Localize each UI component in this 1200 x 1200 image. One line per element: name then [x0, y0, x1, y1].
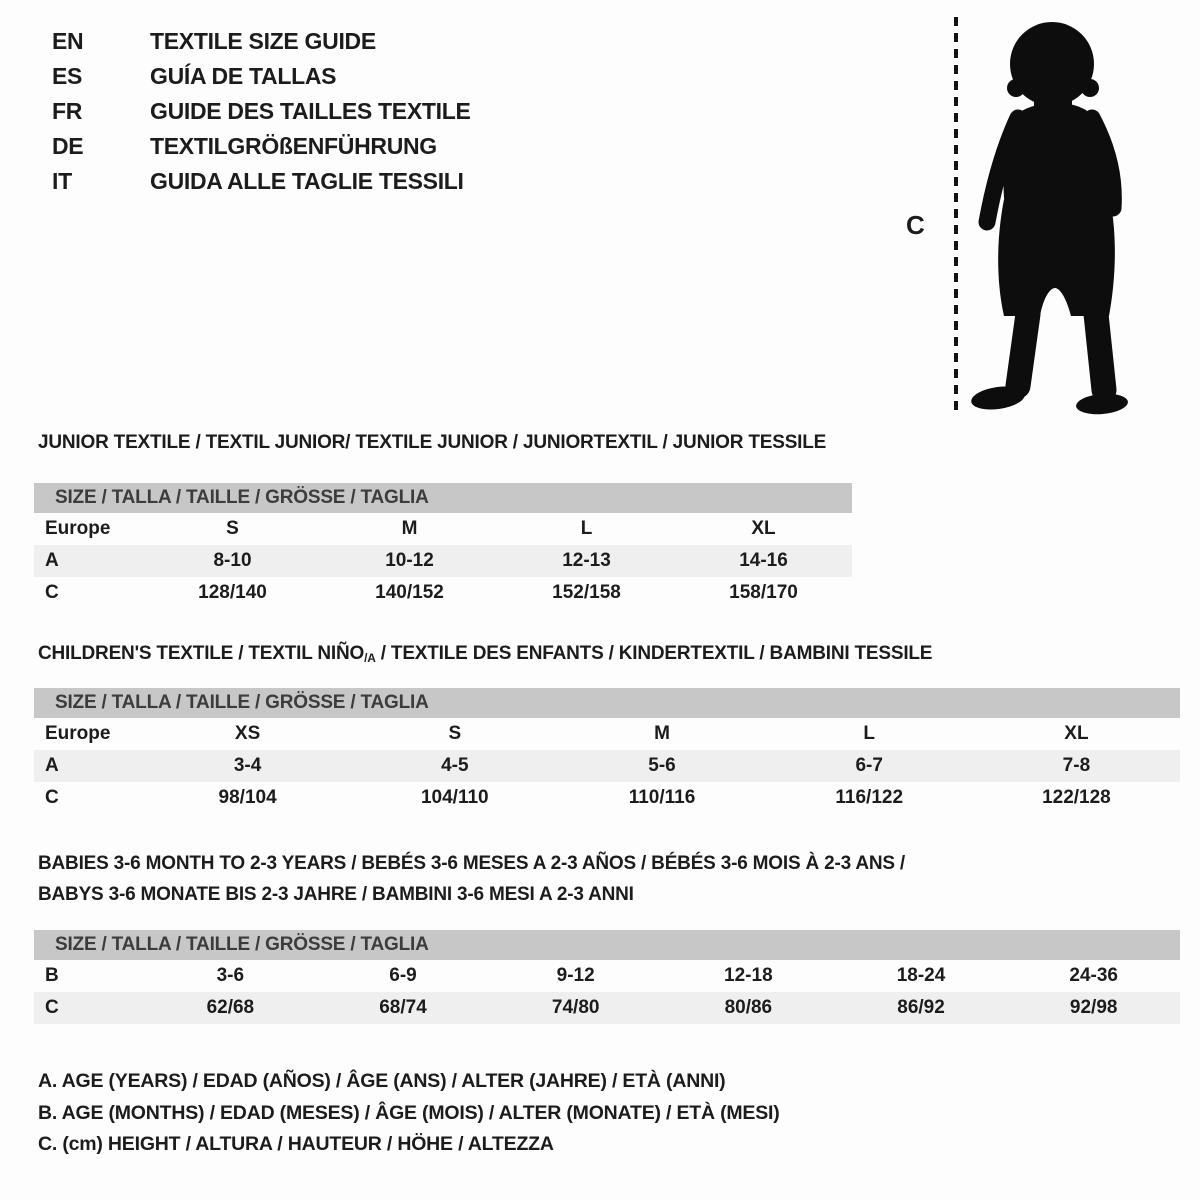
table-cell: 5-6 [648, 755, 676, 776]
table-cell: 12-13 [562, 550, 611, 571]
guide-title: TEXTILGRÖßENFÜHRUNG [150, 133, 437, 159]
legend-line-a: A. AGE (YEARS) / EDAD (AÑOS) / ÂGE (ANS) / ALTER (JAHRE) / ETÀ (ANNI) [38, 1070, 726, 1092]
junior-size-table [34, 483, 852, 609]
guide-title: GUIDA ALLE TAGLIE TESSILI [150, 168, 464, 194]
language-title-list [52, 24, 471, 199]
table-cell: 12-18 [724, 965, 773, 986]
row-label: B [45, 965, 59, 986]
row-label: C [45, 997, 59, 1018]
table-cell: 24-36 [1069, 965, 1118, 986]
language-row [52, 129, 471, 164]
table-cell: 116/122 [835, 787, 904, 808]
table-cell: 80/86 [724, 997, 773, 1018]
table-row-height [34, 992, 1180, 1024]
guide-title: GUÍA DE TALLAS [150, 63, 337, 89]
table-cell: S [448, 723, 462, 744]
children-size-table [34, 688, 1180, 814]
height-dashed-line [954, 17, 958, 417]
table-cell: 110/116 [628, 787, 696, 808]
table-row-europe [34, 513, 852, 545]
row-label: C [45, 582, 59, 603]
language-row [52, 164, 471, 199]
table-cell: 158/170 [729, 582, 798, 603]
junior-section-title: JUNIOR TEXTILE / TEXTIL JUNIOR/ TEXTILE JUNIOR / JUNIORTEXTIL / JUNIOR TESSILE [38, 432, 827, 453]
table-cell: L [863, 723, 876, 744]
table-cell: 9-12 [556, 965, 595, 986]
table-cell: 122/128 [1042, 787, 1111, 808]
babies-size-table [34, 930, 1180, 1024]
language-row [52, 24, 471, 59]
size-header-bar: SIZE / TALLA / TAILLE / GRÖSSE / TAGLIA [34, 483, 852, 513]
table-cell: 74/80 [551, 997, 600, 1018]
row-label: Europe [45, 518, 111, 539]
babies-title-line2: BABYS 3-6 MONATE BIS 2-3 JAHRE / BAMBINI 3-6 MESI A 2-3 ANNI [38, 884, 634, 905]
guide-title: GUIDE DES TAILLES TEXTILE [150, 98, 471, 124]
language-code: DE [52, 133, 84, 159]
table-row-age [34, 750, 1180, 782]
table-cell: 18-24 [896, 965, 946, 986]
table-cell: M [401, 518, 418, 539]
table-cell: 8-10 [213, 550, 252, 571]
table-cell: 128/140 [198, 582, 267, 603]
table-cell: 4-5 [441, 755, 469, 776]
table-cell: 140/152 [375, 582, 444, 603]
table-cell: 7-8 [1062, 755, 1091, 776]
row-label: A [45, 550, 59, 571]
table-cell: M [654, 723, 670, 744]
table-cell: 92/98 [1069, 997, 1118, 1018]
table-row-height [34, 577, 852, 609]
row-label: C [45, 787, 59, 808]
table-row-europe [34, 718, 1180, 750]
language-row [52, 94, 471, 129]
row-label: A [45, 755, 59, 776]
size-header-bar: SIZE / TALLA / TAILLE / GRÖSSE / TAGLIA [34, 688, 1180, 718]
guide-title: TEXTILE SIZE GUIDE [150, 28, 376, 54]
language-code: ES [52, 63, 83, 89]
table-cell: 68/74 [379, 997, 427, 1018]
legend-line-b: B. AGE (MONTHS) / EDAD (MESES) / ÂGE (MOIS) / ALTER (MONATE) / ETÀ (MESI) [38, 1101, 780, 1124]
table-cell: 3-4 [233, 755, 262, 776]
table-row-height [34, 782, 1180, 814]
children-title-prefix: CHILDREN'S TEXTILE / TEXTIL NIÑO [38, 643, 365, 664]
row-label: Europe [45, 723, 111, 744]
height-measure-label: C [906, 210, 925, 240]
table-cell: XL [1064, 723, 1089, 744]
table-cell: 62/68 [206, 997, 255, 1018]
toddler-silhouette-icon [966, 16, 1136, 416]
table-row-months [34, 960, 1180, 992]
table-cell: L [580, 518, 593, 539]
children-title-sub: /A [364, 651, 376, 665]
table-cell: S [226, 518, 239, 539]
table-cell: 104/110 [420, 787, 489, 808]
language-row [52, 59, 471, 94]
size-header-bar: SIZE / TALLA / TAILLE / GRÖSSE / TAGLIA [34, 930, 1180, 960]
language-code: FR [52, 98, 83, 124]
legend-line-c: C. (cm) HEIGHT / ALTURA / HAUTEUR / HÖHE / ALTEZZA [38, 1133, 554, 1155]
children-section-title [38, 643, 932, 665]
table-cell: XS [234, 723, 261, 744]
measurement-legend [38, 1066, 780, 1161]
babies-section-title [38, 848, 905, 910]
table-cell: XL [751, 518, 776, 539]
table-cell: 6-9 [389, 965, 417, 986]
table-row-age [34, 545, 852, 577]
table-cell: 152/158 [552, 582, 621, 603]
language-code: IT [52, 168, 72, 194]
language-code: EN [52, 28, 84, 54]
table-cell: 98/104 [218, 787, 277, 808]
table-cell: 6-7 [855, 755, 883, 776]
children-title-suffix: / TEXTILE DES ENFANTS / KINDERTEXTIL / BAMBINI TESSILE [375, 643, 933, 664]
table-cell: 3-6 [216, 965, 245, 986]
table-cell: 10-12 [385, 550, 434, 571]
table-cell: 14-16 [739, 550, 788, 571]
babies-title-line1: BABIES 3-6 MONTH TO 2-3 YEARS / BEBÉS 3-6 MESES A 2-3 AÑOS / BÉBÉS 3-6 MOIS À 2-3 ANS / [38, 853, 906, 874]
table-cell: 86/92 [897, 997, 945, 1018]
